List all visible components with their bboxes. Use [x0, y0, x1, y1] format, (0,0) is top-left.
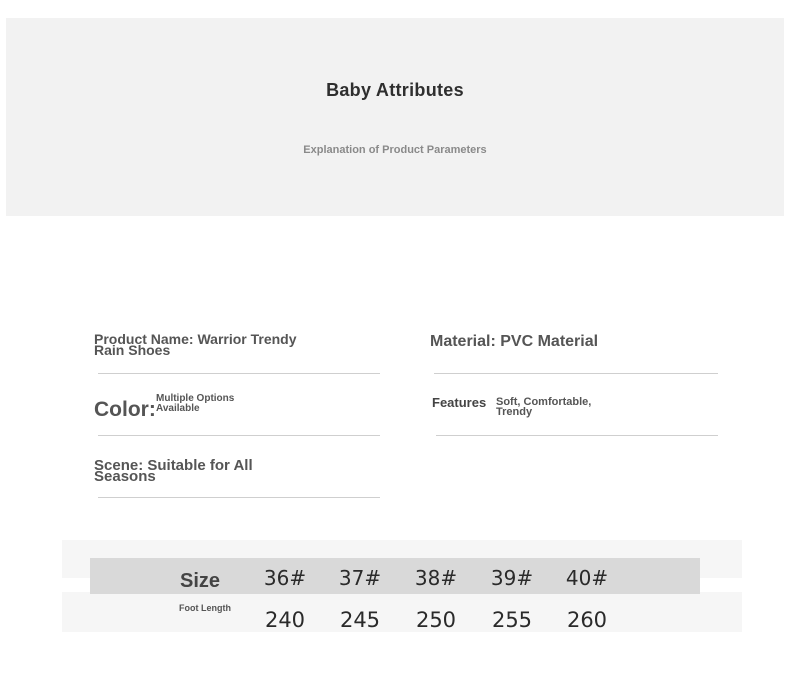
divider [98, 373, 380, 374]
size-cell: 36# [263, 566, 307, 590]
size-cell: 37# [338, 566, 382, 590]
foot-length-cell: 255 [491, 608, 533, 632]
attribute-product-name: Product Name: Warrior Trendy Rain Shoes [94, 331, 297, 358]
foot-length-row-label: Foot Length [179, 603, 231, 613]
size-table [62, 540, 742, 632]
attribute-color-label: Color: [94, 398, 156, 421]
foot-length-cell: 240 [264, 608, 306, 632]
attribute-features-value: Soft, Comfortable, Trendy [496, 396, 592, 418]
table-row-background [62, 592, 742, 632]
divider [98, 435, 380, 436]
page-title: Baby Attributes [326, 80, 464, 100]
divider [436, 435, 718, 436]
attribute-features-label: Features [432, 395, 487, 410]
foot-length-cell: 245 [339, 608, 381, 632]
size-row-label: Size [180, 570, 221, 592]
size-cell: 40# [565, 566, 609, 590]
foot-length-cell: 260 [566, 608, 608, 632]
size-cell: 38# [414, 566, 458, 590]
foot-length-cell: 250 [415, 608, 457, 632]
attribute-color-value: Multiple Options Available [156, 393, 235, 414]
page-subtitle: Explanation of Product Parameters [303, 144, 487, 156]
divider [98, 497, 380, 498]
header-panel [6, 18, 784, 216]
attribute-scene: Scene: Suitable for All Seasons [94, 457, 253, 485]
divider [434, 373, 718, 374]
size-cell: 39# [490, 566, 534, 590]
attribute-material: Material: PVC Material [430, 333, 599, 350]
